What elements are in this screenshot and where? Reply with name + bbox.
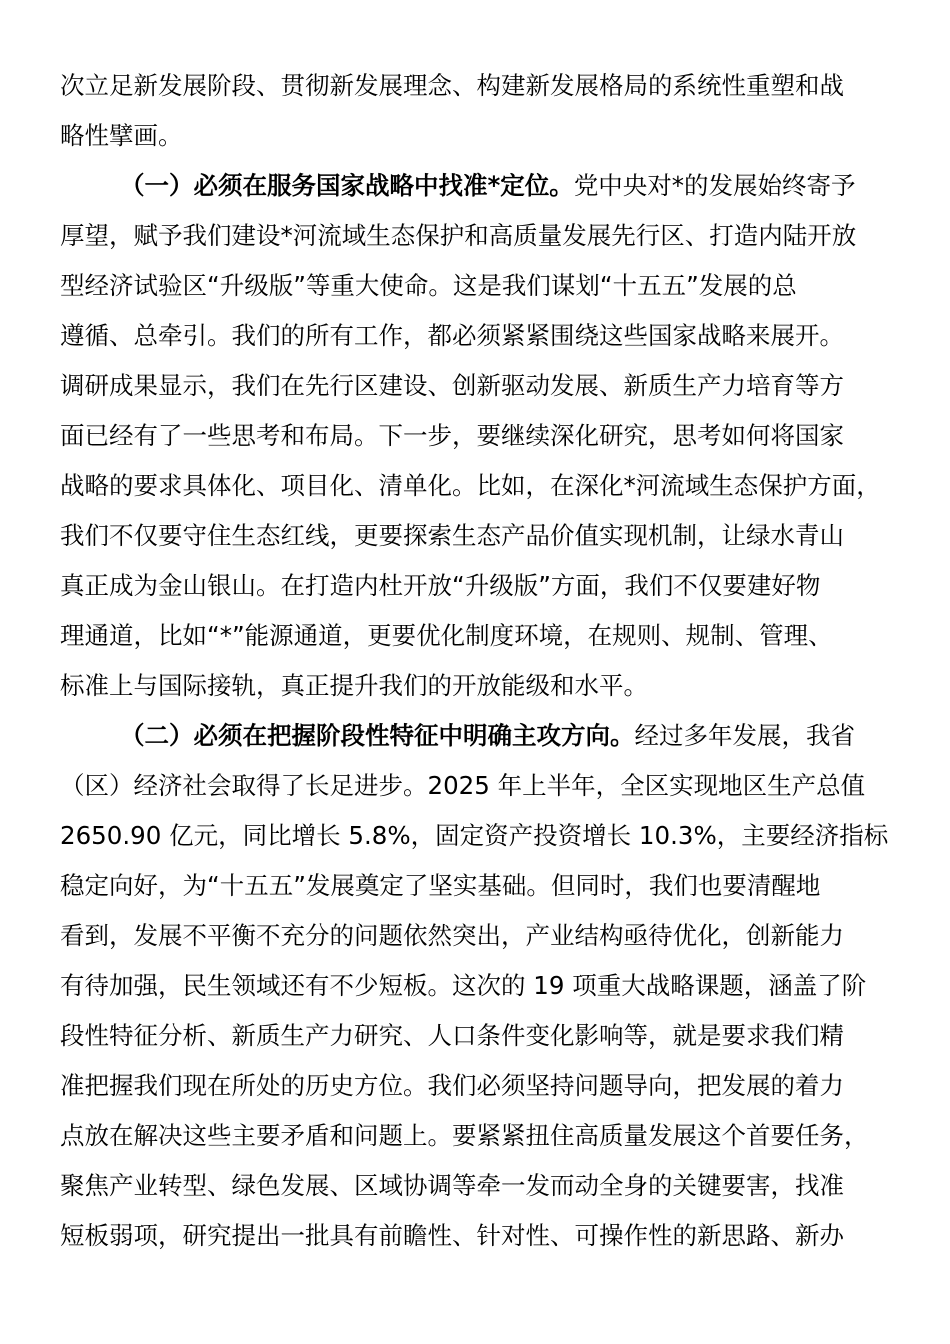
- body-text-line: 有待加强，民生领域还有不少短板。这次的 19 项重大战略课题，涵盖了阶: [60, 971, 867, 1000]
- section-1-first-line: [120, 166, 856, 206]
- body-text-line: 调研成果显示，我们在先行区建设、创新驱动发展、新质生产力培育等方: [60, 371, 844, 400]
- body-text-line: 标准上与国际接轨，真正提升我们的开放能级和水平。: [60, 671, 648, 700]
- body-text-line: 型经济试验区“升级版”等重大使命。这是我们谋划“十五五”发展的总: [60, 271, 797, 300]
- body-text-line: 我们不仅要守住生态红线，更要探索生态产品价值实现机制，让绿水青山: [60, 521, 844, 550]
- body-text-line: 战略的要求具体化、项目化、清单化。比如，在深化*河流域生态保护方面，: [60, 471, 881, 500]
- body-text-line: 点放在解决这些主要矛盾和问题上。要紧紧扭住高质量发展这个首要任务，: [60, 1121, 869, 1150]
- body-text-line: 短板弱项，研究提出一批具有前瞻性、针对性、可操作性的新思路、新办: [60, 1221, 844, 1250]
- section-1-heading: （一）必须在服务国家战略中找准*定位。: [120, 171, 574, 200]
- body-text-line: 遵循、总牵引。我们的所有工作，都必须紧紧围绕这些国家战略来展开。: [60, 321, 844, 350]
- body-text-line: 厚望，赋予我们建设*河流域生态保护和高质量发展先行区、打造内陆开放: [60, 221, 857, 250]
- body-text-line: 准把握我们现在所处的历史方位。我们必须坚持问题导向，把发展的着力: [60, 1071, 844, 1100]
- body-text-line: 稳定向好，为“十五五”发展奠定了坚实基础。但同时，我们也要清醒地: [60, 871, 821, 900]
- body-text-line: 理通道，比如“*”能源通道，更要优化制度环境，在规则、规制、管理、: [60, 621, 833, 650]
- body-text-line: 略性擘画。: [60, 121, 183, 150]
- body-text-line: 看到，发展不平衡不充分的问题依然突出，产业结构亟待优化，创新能力: [60, 921, 844, 950]
- body-text-line: 真正成为金山银山。在打造内杜开放“升级版”方面，我们不仅要建好物: [60, 571, 821, 600]
- body-text-line: 聚焦产业转型、绿色发展、区域协调等牵一发而动全身的关键要害，找准: [60, 1171, 844, 1200]
- body-text-line: 段性特征分析、新质生产力研究、人口条件变化影响等，就是要求我们精: [60, 1021, 844, 1050]
- section-1-first-line-text: 党中央对*的发展始终寄予: [573, 171, 856, 200]
- body-text-line: 2650.90 亿元，同比增长 5.8%，固定资产投资增长 10.3%，主要经济指标: [60, 821, 889, 850]
- section-2-first-line-text: 经过多年发展，我省: [634, 721, 855, 750]
- body-text-line: 次立足新发展阶段、贯彻新发展理念、构建新发展格局的系统性重塑和战: [60, 71, 844, 100]
- section-2-first-line: [120, 716, 855, 756]
- body-text-line: 面已经有了一些思考和布局。下一步，要继续深化研究，思考如何将国家: [60, 421, 844, 450]
- body-text-line: （区）经济社会取得了长足进步。2025 年上半年，全区实现地区生产总值: [60, 771, 866, 800]
- section-2-heading: （二）必须在把握阶段性特征中明确主攻方向。: [120, 721, 635, 750]
